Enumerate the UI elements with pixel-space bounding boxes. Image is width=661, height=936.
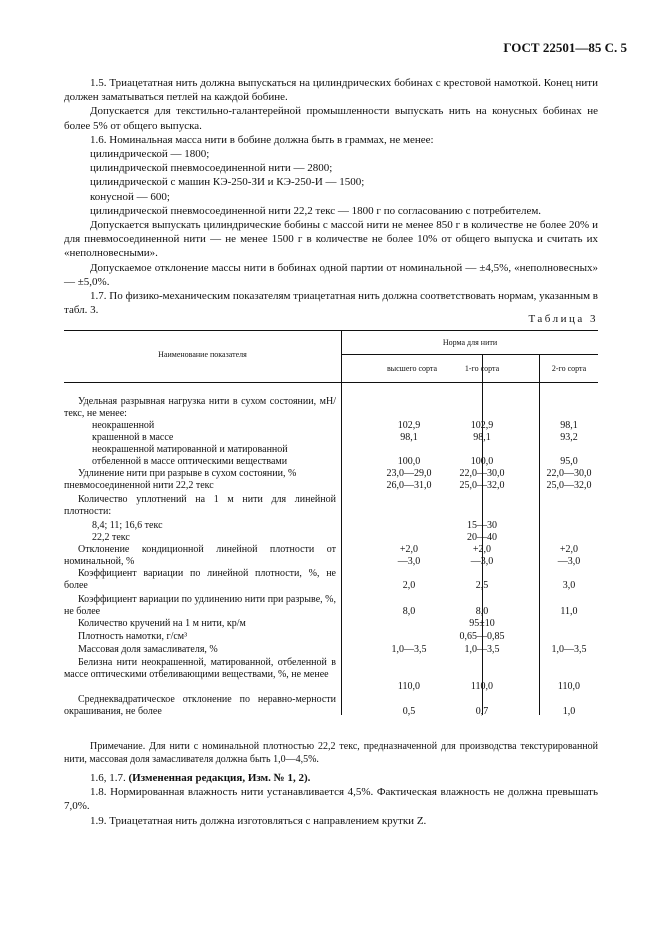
row-name: Массовая доля замасливателя, % [78, 644, 218, 655]
paragraph-1-6-c: Допускаемое отклонение массы нити в бобинах одной партии от номинальной — ±4,5%, «неполновесных» — ±5,0%. [64, 261, 598, 288]
header-divider [342, 354, 598, 355]
value-first: 0,7 [475, 706, 489, 717]
amendment-prefix: 1.6, 1.7. [90, 772, 129, 784]
column-divider-3 [539, 354, 540, 715]
paragraph-1-9: 1.9. Триацетатная нить должна изготовляться с направлением крутки Z. [90, 814, 427, 827]
table-caption: Таблица 3 [528, 313, 598, 325]
value-second: 11,0 [560, 606, 578, 617]
row-name: Удельная разрывная нагрузка нити в сухом состоянии, мН/текс, не менее: [64, 396, 336, 419]
value-second: 3,0 [562, 580, 576, 591]
row-name: неокрашенной матированной и матированной отбеленной в массе оптическими веществами [92, 444, 288, 467]
value-first: 110,0 [470, 681, 494, 692]
value-first-minus: —3,0 [470, 556, 494, 567]
paragraph-1-8: 1.8. Нормированная влажность нити устанавливается 4,5%. Фактическая влажность не должна превышать 7,0%. [64, 786, 598, 813]
value-second: 95,0 [560, 456, 578, 467]
value-first: 1,0—3,5 [464, 644, 500, 655]
value-top: 8,0 [402, 606, 416, 617]
mass-item: конусной — 600; [90, 190, 170, 203]
value-second: 1,0 [562, 706, 576, 717]
row-name: Количество уплотнений на 1 м нити для линейной плотности: [64, 494, 336, 517]
value-first: 20—40 [467, 532, 497, 543]
row-name: Отклонение кондиционной линейной плотности от номинальной, % [64, 544, 336, 567]
value-first: 8,0 [475, 606, 489, 617]
value-top: 0,5 [402, 706, 416, 717]
value-first: 15—30 [467, 520, 497, 531]
value-top: 2,0 [402, 580, 416, 591]
value-second: 93,2 [560, 432, 578, 443]
row-name: Количество кручений на 1 м нити, кр/м [78, 618, 246, 629]
paragraph-1-5: 1.5. Триацетатная нить должна выпускаться на цилиндрических бобинах с крестовой намоткой. Конец нити должен заматываться петлей на каждой бобине. [64, 77, 598, 104]
value-top: 26,0—31,0 [386, 480, 432, 491]
amendment-line [64, 771, 598, 785]
value-first: 98,1 [473, 432, 491, 443]
value-first: 2,5 [475, 580, 489, 591]
paragraph-1-6-b: Допускается выпускать цилиндрические бобины с массой нити не менее 850 г в количестве не более 20% и для пневмосоединенной нити — не менее 1500 г в количестве не более 10% от общего выпуска и считать их «неполновесными». [64, 219, 598, 260]
mass-item: цилиндрической пневмосоединенной нити — 2800; [90, 162, 333, 175]
value-first-plus: +2,0 [472, 544, 492, 555]
value-second: 1,0—3,5 [551, 644, 587, 655]
value-first: 100,0 [470, 456, 494, 467]
row-name: Среднеквадратическое отклонение по неравно-мерности окрашивания, не более [64, 694, 336, 717]
header-grade-top: высшего сорта [386, 364, 438, 373]
value-top: 98,1 [400, 432, 418, 443]
value-second-plus: +2,0 [559, 544, 579, 555]
table-3 [64, 330, 598, 717]
value-second: 98,1 [560, 420, 578, 431]
value-second: 22,0—30,0 [546, 468, 592, 479]
value-second-minus: —3,0 [557, 556, 581, 567]
table-top-border [64, 330, 598, 331]
header-norm: Норма для нити [442, 338, 498, 347]
value-top: 23,0—29,0 [386, 468, 432, 479]
row-name: Удлинение нити при разрыве в сухом состоянии, % [78, 468, 297, 479]
value-top-minus: —3,0 [397, 556, 421, 567]
paragraph-1-5-b: Допускается для текстильно-галантерейной промышленности выпускать нить на конусных бобинах не более 5% от общего выпуска. [64, 105, 598, 132]
amendment-bold: (Измененная редакция, Изм. № 1, 2). [128, 772, 311, 784]
value-top: 100,0 [397, 456, 421, 467]
row-name: Плотность намотки, г/см³ [78, 631, 188, 642]
row-name: крашенной в массе [92, 432, 174, 443]
header-bottom-border [64, 382, 598, 383]
value-top: 102,9 [397, 420, 421, 431]
value-all-grades: 0,65—0,85 [459, 631, 505, 642]
table-note: Примечание. Для нити с номинальной плотностью 22,2 текс, предназначенной для производства текстурированной нити, массовая доля замасливателя должна быть 1,0—4,5%. [64, 741, 598, 765]
row-name: Белизна нити неокрашенной, матированной, отбеленной в массе оптическими отбеливающими веществами, %, не менее [64, 657, 336, 680]
value-top-plus: +2,0 [399, 544, 419, 555]
paragraph-1-6: 1.6. Номинальная масса нити в бобине должна быть в граммах, не менее: [90, 133, 434, 146]
row-name: 22,2 текс [92, 532, 130, 543]
row-name: Коэффициент вариации по линейной плотности, %, не более [64, 568, 336, 591]
body-text-bottom [64, 771, 598, 828]
value-first: 102,9 [470, 420, 494, 431]
mass-item: цилиндрической с машин КЭ-250-ЗИ и КЭ-250-И — 1500; [90, 176, 365, 189]
value-second: 25,0—32,0 [546, 480, 592, 491]
value-top: 110,0 [397, 681, 421, 692]
value-first: 22,0—30,0 [459, 468, 505, 479]
value-first: 25,0—32,0 [459, 480, 505, 491]
body-text-top [64, 76, 598, 317]
value-all-grades: 95±10 [469, 618, 495, 629]
row-name: пневмосоединенной нити 22,2 текс [64, 480, 214, 491]
row-name: Коэффициент вариации по удлинению нити при разрыве, %, не более [64, 594, 336, 617]
header-grade-1: 1-го сорта [464, 364, 500, 373]
header-grade-2: 2-го сорта [551, 364, 587, 373]
column-divider-1 [341, 330, 342, 715]
value-top: 1,0—3,5 [391, 644, 427, 655]
row-name: 8,4; 11; 16,6 текс [92, 520, 163, 531]
value-second: 110,0 [557, 681, 581, 692]
row-name: неокрашенной [92, 420, 155, 431]
page-header: ГОСТ 22501—85 С. 5 [503, 40, 627, 55]
mass-item: цилиндрической пневмосоединенной нити 22,2 текс — 1800 г по согласованию с потребителем. [90, 204, 542, 217]
mass-item: цилиндрической — 1800; [90, 148, 210, 161]
header-indicator-name: Наименование показателя [158, 350, 247, 359]
paragraph-1-7: 1.7. По физико-механическим показателям триацетатная нить должна соответствовать нормам, указанным в табл. 3. [64, 290, 598, 317]
